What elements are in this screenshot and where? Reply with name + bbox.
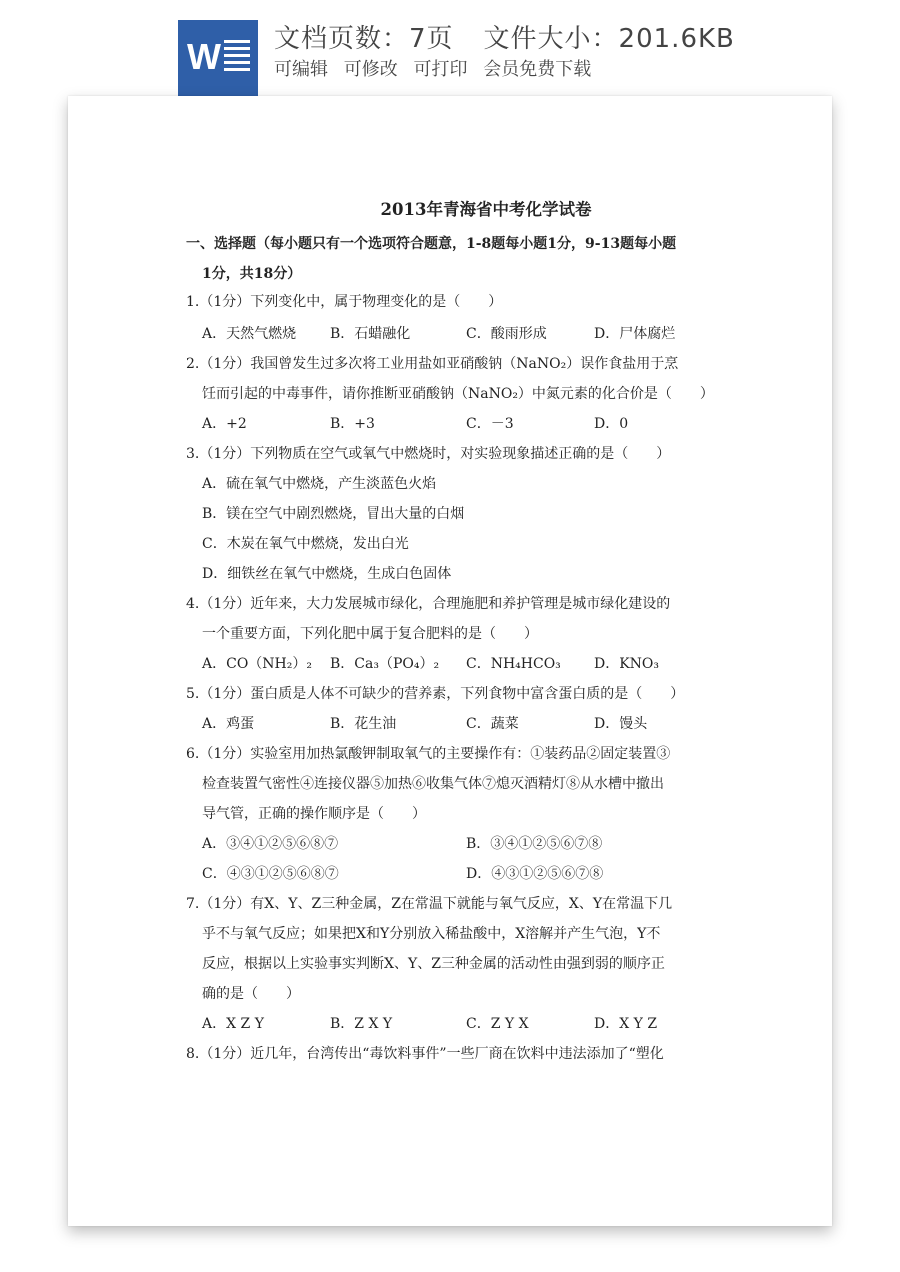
question-6-line-1: 6.（1分）实验室用加热氯酸钾制取氧气的主要操作有：①装药品②固定装置③ bbox=[186, 746, 671, 762]
page-count: 文档页数：7页 bbox=[274, 24, 454, 54]
question-2-option-d: D．0 bbox=[594, 416, 629, 432]
question-2-option-c: C．－3 bbox=[466, 416, 514, 432]
question-5: 5.（1分）蛋白质是人体不可缺少的营养素，下列食物中富含蛋白质的是（ ） bbox=[186, 686, 685, 702]
question-4-option-c: C．NH₄HCO₃ bbox=[466, 656, 561, 672]
question-2-option-b: B．+3 bbox=[330, 416, 375, 432]
question-1-option-c: C．酸雨形成 bbox=[466, 326, 547, 342]
document-info-header bbox=[0, 0, 900, 100]
question-7-option-b: B．Z X Y bbox=[330, 1016, 393, 1032]
question-1-option-d: D．尸体腐烂 bbox=[594, 326, 676, 342]
feature-editable: 可编辑 bbox=[274, 59, 328, 80]
question-1-option-b: B．石蜡融化 bbox=[330, 326, 411, 342]
feature-printable: 可打印 bbox=[413, 59, 468, 80]
question-2-line-2: 饪而引起的中毒事件，请你推断亚硝酸钠（NaNO₂）中氮元素的化合价是（ ） bbox=[202, 386, 714, 402]
question-6-option-a: A．③④①②⑤⑥⑧⑦ bbox=[202, 836, 339, 852]
section-heading-cont: 1分，共18分） bbox=[202, 266, 302, 282]
question-3-option-b: B．镁在空气中剧烈燃烧，冒出大量的白烟 bbox=[202, 506, 465, 522]
question-5-option-a: A．鸡蛋 bbox=[202, 716, 255, 732]
question-6-option-c: C．④③①②⑤⑥⑧⑦ bbox=[202, 866, 339, 882]
question-7-line-2: 乎不与氧气反应；如果把X和Y分别放入稀盐酸中，X溶解并产生气泡，Y不 bbox=[202, 926, 661, 942]
feature-modifiable: 可修改 bbox=[343, 59, 398, 80]
question-3: 3.（1分）下列物质在空气或氧气中燃烧时，对实验现象描述正确的是（ ） bbox=[186, 446, 671, 462]
question-5-option-d: D．馒头 bbox=[594, 716, 648, 732]
question-4-line-1: 4.（1分）近年来，大力发展城市绿化，合理施肥和养护管理是城市绿化建设的 bbox=[186, 596, 671, 612]
question-2-option-a: A．+2 bbox=[202, 416, 247, 432]
question-7-option-a: A．X Z Y bbox=[202, 1016, 264, 1032]
question-6-line-3: 导气管，正确的操作顺序是（ ） bbox=[202, 806, 426, 822]
question-7-option-c: C．Z Y X bbox=[466, 1016, 529, 1032]
question-7-line-3: 反应，根据以上实验事实判断X、Y、Z三种金属的活动性由强到弱的顺序正 bbox=[202, 956, 665, 972]
question-5-option-c: C．蔬菜 bbox=[466, 716, 519, 732]
document-page bbox=[68, 96, 832, 1226]
question-1-option-a: A．天然气燃烧 bbox=[202, 326, 297, 342]
file-size: 文件大小：201.6KB bbox=[483, 24, 735, 54]
question-7-line-1: 7.（1分）有X、Y、Z三种金属，Z在常温下就能与氧气反应，X、Y在常温下几 bbox=[186, 896, 673, 912]
question-6-line-2: 检查装置气密性④连接仪器⑤加热⑥收集气体⑦熄灭酒精灯⑧从水槽中撤出 bbox=[202, 776, 664, 792]
question-4-option-d: D．KNO₃ bbox=[594, 656, 660, 672]
question-3-option-d: D．细铁丝在氧气中燃烧，生成白色固体 bbox=[202, 566, 452, 582]
question-6-option-b: B．③④①②⑤⑥⑦⑧ bbox=[466, 836, 603, 852]
question-1: 1.（1分）下列变化中，属于物理变化的是（ ） bbox=[186, 294, 503, 310]
section-heading: 一、选择题（每小题只有一个选项符合题意，1-8题每小题1分，9-13题每小题 bbox=[186, 236, 677, 252]
question-6-option-d: D．④③①②⑤⑥⑦⑧ bbox=[466, 866, 604, 882]
feature-member-download: 会员免费下载 bbox=[483, 59, 592, 80]
question-5-option-b: B．花生油 bbox=[330, 716, 397, 732]
document-meta-title bbox=[274, 18, 735, 55]
question-4-option-a: A．CO（NH₂）₂ bbox=[202, 656, 312, 672]
question-4-option-b: B．Ca₃（PO₄）₂ bbox=[330, 656, 440, 672]
exam-title: 2013年青海省中考化学试卷 bbox=[380, 200, 592, 219]
document-features bbox=[274, 55, 601, 81]
question-2-line-1: 2.（1分）我国曾发生过多次将工业用盐如亚硝酸钠（NaNO₂）误作食盐用于烹 bbox=[186, 356, 679, 372]
question-4-line-2: 一个重要方面，下列化肥中属于复合肥料的是（ ） bbox=[202, 626, 538, 642]
question-8-line-1: 8.（1分）近几年，台湾传出“毒饮料事件”一些厂商在饮料中违法添加了“塑化 bbox=[186, 1046, 664, 1062]
question-3-option-c: C．木炭在氧气中燃烧，发出白光 bbox=[202, 536, 409, 552]
question-7-line-4: 确的是（ ） bbox=[202, 986, 300, 1002]
question-7-option-d: D．X Y Z bbox=[594, 1016, 658, 1032]
question-3-option-a: A．硫在氧气中燃烧，产生淡蓝色火焰 bbox=[202, 476, 437, 492]
word-document-icon: W bbox=[178, 20, 258, 98]
